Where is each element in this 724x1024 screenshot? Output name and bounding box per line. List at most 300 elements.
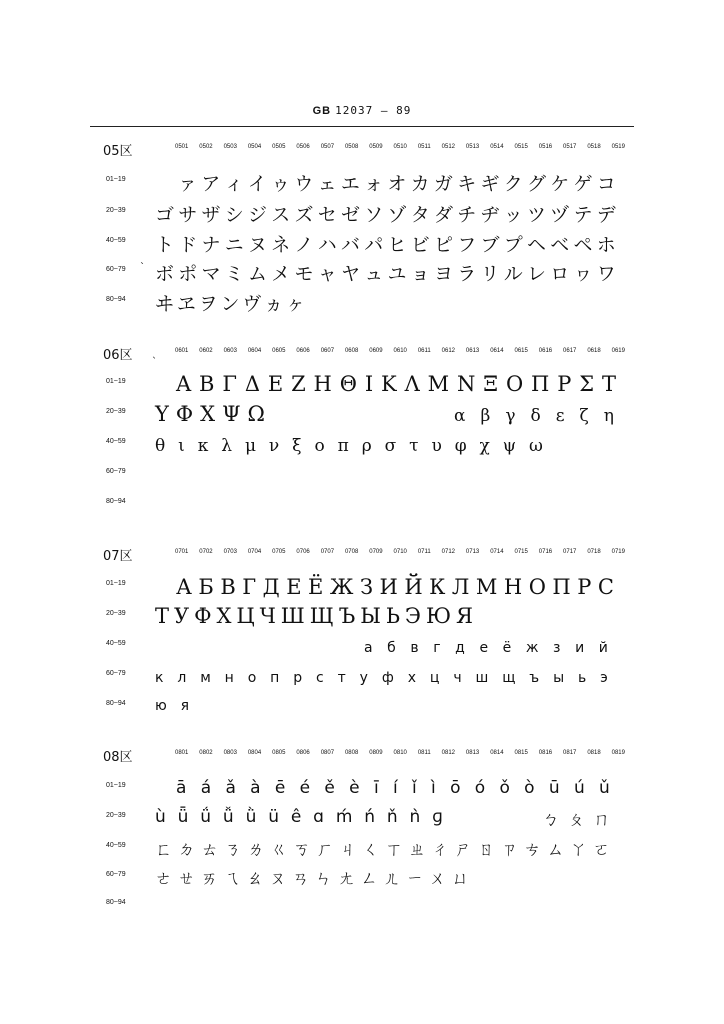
character-glyph: Λ [404, 372, 420, 396]
code-number: 0609 [369, 348, 383, 354]
character-glyph: ㄞ [200, 868, 218, 889]
code-number: 0815 [514, 750, 528, 756]
character-glyph: γ [505, 406, 516, 426]
character-glyph: ㄦ [383, 868, 401, 889]
character-glyph: ㄅ [542, 809, 559, 830]
character-glyph: サ [178, 203, 198, 226]
code-number: 0806 [296, 750, 310, 756]
char-row [155, 862, 469, 890]
character-glyph: ㄖ [477, 839, 495, 860]
code-number: 0718 [587, 549, 601, 555]
character-glyph: ズ [294, 203, 314, 226]
character-glyph: ㄕ [454, 839, 472, 860]
character-glyph: ó [474, 778, 486, 798]
code-number: 0618 [587, 348, 601, 354]
character-glyph: ù [155, 807, 166, 827]
character-glyph: プ [503, 233, 523, 256]
character-glyph: ウ [294, 172, 314, 195]
code-number: 0510 [393, 144, 407, 150]
code-number: 0612 [441, 348, 455, 354]
character-glyph: ι [178, 436, 185, 456]
character-glyph: ㄔ [431, 839, 449, 860]
code-number: 0809 [369, 750, 383, 756]
character-glyph: ㄋ [224, 839, 242, 860]
code-number: 0519 [611, 144, 625, 150]
character-glyph: ш [475, 670, 489, 686]
code-number: 0813 [465, 750, 480, 756]
row-label: 60~79 [106, 871, 126, 878]
character-glyph: δ [530, 406, 541, 426]
character-glyph: ㄉ [178, 839, 196, 860]
zone-label: 08区 [103, 750, 133, 765]
row-label: 40~59 [106, 640, 126, 647]
code-number: 0513 [465, 144, 480, 150]
character-glyph: щ [502, 670, 516, 686]
character-glyph: ス [271, 203, 291, 226]
character-glyph: Χ [200, 402, 216, 426]
character-glyph: Ч [259, 604, 276, 628]
character-glyph: カ [410, 172, 430, 195]
character-glyph: ǐ [412, 778, 417, 798]
code-number: 0717 [563, 549, 577, 555]
header-prefix: GB [312, 105, 332, 117]
character-glyph: ム [248, 262, 268, 285]
character-glyph: ヂ [480, 203, 500, 226]
code-number: 0508 [344, 144, 359, 150]
character-glyph: р [293, 670, 303, 686]
character-glyph: イ [247, 172, 267, 195]
code-number: 0517 [563, 144, 577, 150]
character-glyph: Х [216, 604, 232, 628]
character-glyph: д [455, 640, 465, 656]
zone-label: 06区 [103, 348, 133, 363]
character-glyph: メ [271, 262, 291, 285]
character-glyph: Ψ [222, 402, 241, 426]
character-glyph: チ [457, 203, 477, 226]
character-glyph: ゾ [387, 203, 407, 226]
code-number: 0711 [417, 549, 431, 555]
char-row [155, 288, 305, 316]
code-number: 0601 [175, 348, 189, 354]
character-glyph: ê [290, 807, 302, 827]
character-glyph: ケ [550, 172, 570, 195]
character-glyph: ㄛ [592, 839, 610, 860]
character-glyph: エ [340, 172, 360, 195]
character-glyph: Ю [425, 604, 451, 628]
character-glyph: б [387, 640, 396, 656]
code-number: 0705 [272, 549, 286, 555]
code-header [175, 750, 625, 756]
character-glyph: Ν [457, 372, 476, 396]
character-glyph: Π [531, 372, 550, 396]
character-glyph: ǘ [200, 807, 212, 827]
code-number: 0816 [538, 750, 553, 756]
character-glyph: ъ [529, 670, 540, 686]
character-glyph: ㄇ [593, 809, 610, 830]
character-glyph: デ [596, 203, 616, 226]
character-glyph: キ [457, 172, 477, 195]
code-header [175, 348, 625, 354]
row-label: 60~79 [106, 266, 126, 273]
character-glyph: у [359, 670, 368, 686]
character-glyph: ɡ [432, 807, 443, 827]
character-glyph: ヘ [527, 233, 547, 256]
character-glyph: ч [453, 670, 462, 686]
character-glyph: ㄎ [293, 839, 311, 860]
character-glyph: ヴ [242, 292, 262, 315]
row-label: 20~39 [106, 610, 126, 617]
character-glyph: バ [341, 233, 361, 256]
code-number: 0602 [199, 348, 213, 354]
character-glyph: à [250, 778, 261, 798]
character-glyph: Θ [339, 372, 357, 396]
code-number: 0702 [199, 549, 213, 555]
character-glyph: Р [577, 575, 592, 599]
character-glyph: ト [155, 233, 175, 256]
character-glyph: ヮ [573, 262, 593, 285]
character-glyph: ё [502, 640, 512, 656]
row-label: 40~59 [106, 438, 126, 445]
character-glyph: ж [525, 640, 539, 656]
char-row [155, 833, 610, 861]
character-glyph: а [364, 640, 373, 656]
code-number: 0506 [296, 144, 310, 150]
character-glyph: ī [373, 778, 379, 798]
character-glyph: ы [553, 670, 565, 686]
character-glyph: π [337, 436, 349, 456]
char-row [178, 168, 616, 196]
row-label: 01~19 [106, 378, 126, 385]
char-row [454, 402, 614, 430]
character-glyph: ρ [361, 436, 372, 456]
code-number: 0814 [490, 750, 504, 756]
row-label: 40~59 [106, 237, 126, 244]
character-glyph: ǒ [499, 778, 510, 798]
character-glyph: θ [155, 436, 166, 456]
character-glyph: К [429, 575, 446, 599]
character-glyph: ポ [178, 262, 198, 285]
code-number: 0801 [175, 750, 189, 756]
character-glyph: Б [198, 575, 214, 599]
row-label: 80~94 [106, 498, 126, 505]
character-glyph: Μ [427, 372, 450, 396]
character-glyph: е [479, 640, 489, 656]
character-glyph: η [603, 406, 614, 426]
character-glyph: é [299, 778, 311, 798]
code-number: 0710 [393, 549, 407, 555]
character-glyph: ヅ [550, 203, 570, 226]
character-glyph: Φ [175, 402, 194, 426]
character-glyph: λ [221, 436, 233, 456]
character-glyph: ヌ [248, 233, 268, 256]
character-glyph: ㄙ [546, 839, 564, 860]
character-glyph: ュ [364, 262, 384, 285]
row-label: 20~39 [106, 408, 126, 415]
character-glyph: レ [527, 262, 547, 285]
character-glyph: ガ [433, 172, 453, 195]
character-glyph: з [553, 640, 561, 656]
character-glyph: ň [386, 807, 398, 827]
code-number: 0504 [247, 144, 262, 150]
code-number: 0614 [490, 348, 504, 354]
character-glyph: Σ [579, 372, 595, 396]
character-glyph: ǚ [222, 807, 234, 827]
character-glyph: マ [201, 262, 221, 285]
character-glyph: ィ [224, 172, 244, 195]
character-glyph: タ [410, 203, 430, 226]
character-glyph: ゲ [573, 172, 593, 195]
character-glyph: ヨ [434, 262, 454, 285]
character-glyph: ㄟ [223, 868, 241, 889]
character-glyph: ㄨ [429, 868, 447, 889]
character-glyph: ロ [550, 262, 570, 285]
char-row [155, 664, 608, 692]
code-number: 0616 [538, 348, 553, 354]
character-glyph: н [224, 670, 234, 686]
standard-number: 12037 — 89 [335, 104, 412, 117]
character-glyph: υ [431, 436, 442, 456]
character-glyph: ν [268, 436, 280, 456]
character-glyph: Э [404, 604, 421, 628]
character-glyph: ヶ [285, 292, 305, 315]
character-glyph: μ [244, 436, 257, 456]
character-glyph: ǔ [599, 778, 610, 798]
character-glyph: ю [155, 698, 167, 714]
code-number: 0514 [490, 144, 504, 150]
character-glyph: ヰ [155, 292, 175, 315]
code-number: 0511 [417, 144, 431, 150]
character-glyph: Ъ [338, 604, 356, 628]
character-glyph: ォ [364, 172, 384, 195]
character-glyph: Ы [360, 604, 381, 628]
code-number: 0818 [587, 750, 601, 756]
code-number: 0810 [393, 750, 407, 756]
character-glyph: ツ [527, 203, 547, 226]
character-glyph: Δ [244, 372, 260, 396]
zone-label: 05区 [103, 144, 133, 159]
code-number: 0704 [247, 549, 262, 555]
code-number: 0507 [320, 144, 335, 150]
code-number: 0607 [320, 348, 335, 354]
character-glyph: ゴ [155, 203, 175, 226]
character-glyph: ソ [364, 203, 384, 226]
character-glyph: ジ [248, 203, 268, 226]
code-number: 0805 [272, 750, 286, 756]
character-glyph: ì [431, 778, 436, 798]
code-number: 0605 [272, 348, 286, 354]
character-glyph: ǜ [245, 807, 257, 827]
character-glyph: Ж [329, 575, 354, 599]
code-number: 0619 [611, 348, 625, 354]
character-glyph: ㄘ [523, 839, 541, 860]
character-glyph: オ [387, 172, 407, 195]
code-number: 0613 [465, 348, 480, 354]
character-glyph: ψ [502, 436, 517, 456]
character-glyph: ヲ [198, 292, 218, 315]
character-glyph: ω [528, 436, 543, 456]
character-glyph: ボ [155, 262, 175, 285]
character-glyph: х [407, 670, 416, 686]
character-glyph: ナ [201, 233, 221, 256]
character-glyph: ē [274, 778, 286, 798]
code-number: 0606 [296, 348, 310, 354]
code-number: 0713 [465, 549, 480, 555]
character-glyph: ㄢ [292, 868, 310, 889]
character-glyph: τ [409, 436, 419, 456]
character-glyph: Α [176, 372, 192, 396]
character-glyph: κ [197, 436, 209, 456]
code-number: 0615 [514, 348, 528, 354]
character-glyph: ヵ [264, 292, 284, 315]
code-number: 0611 [417, 348, 431, 354]
character-glyph: Ш [280, 604, 305, 628]
character-glyph: モ [294, 262, 314, 285]
character-glyph: φ [454, 436, 467, 456]
char-row [155, 199, 616, 227]
character-glyph: ū [548, 778, 560, 798]
character-glyph: ブ [480, 233, 500, 256]
code-number: 0516 [538, 144, 553, 150]
character-glyph: テ [573, 203, 593, 226]
character-glyph: ㄆ [567, 809, 585, 830]
character-glyph: Κ [381, 372, 397, 396]
character-glyph: Н [503, 575, 523, 599]
character-glyph: ェ [317, 172, 337, 195]
character-glyph: ㄚ [569, 839, 587, 860]
character-glyph: ǖ [177, 807, 189, 827]
character-glyph: Я [455, 604, 473, 628]
char-row [542, 803, 610, 831]
character-glyph: Ζ [291, 372, 306, 396]
character-glyph: И [379, 575, 398, 599]
character-glyph: シ [224, 203, 244, 226]
character-glyph: ㄐ [339, 839, 357, 860]
character-glyph: ネ [271, 233, 291, 256]
character-glyph: Ο [505, 372, 524, 396]
code-number: 0603 [223, 348, 237, 354]
character-glyph: ㄓ [408, 839, 426, 860]
character-glyph: ㄧ [406, 868, 424, 889]
code-number: 0819 [611, 750, 625, 756]
character-glyph: ü [268, 807, 279, 827]
character-glyph: ㄝ [177, 868, 195, 889]
zone-label: 07区 [103, 549, 133, 564]
character-glyph: о [247, 670, 257, 686]
character-glyph: в [410, 640, 419, 656]
character-glyph: ゥ [271, 172, 291, 195]
character-glyph: Ω [247, 402, 265, 426]
code-number: 0807 [320, 750, 335, 756]
character-glyph: ベ [550, 233, 570, 256]
character-glyph: Η [313, 372, 332, 396]
character-glyph: Ь [385, 604, 400, 628]
character-glyph: Γ [222, 372, 237, 396]
code-number: 0804 [247, 750, 262, 756]
character-glyph: ャ [317, 262, 337, 285]
code-number: 0502 [199, 144, 213, 150]
character-glyph: Ц [236, 604, 255, 628]
character-glyph: ε [555, 406, 565, 426]
character-glyph: ㄈ [155, 839, 172, 860]
code-number: 0503 [223, 144, 237, 150]
character-glyph: ㄤ [337, 868, 355, 889]
character-glyph: к [155, 670, 164, 686]
code-number: 0617 [563, 348, 577, 354]
character-glyph: ㄊ [201, 839, 219, 860]
character-glyph: Ε [267, 372, 284, 396]
character-glyph: σ [384, 436, 397, 456]
code-number: 0709 [369, 549, 383, 555]
character-glyph: グ [526, 172, 546, 195]
character-glyph: ペ [573, 233, 593, 256]
character-glyph: О [528, 575, 546, 599]
character-glyph: ッ [503, 203, 523, 226]
stray-mark: ˎ [152, 348, 157, 359]
character-glyph: χ [479, 436, 490, 456]
character-glyph: ο [314, 436, 325, 456]
character-glyph: ь [578, 670, 587, 686]
character-glyph: ń [364, 807, 376, 827]
character-glyph: Β [199, 372, 215, 396]
character-glyph: フ [457, 233, 477, 256]
character-glyph: á [200, 778, 212, 798]
character-glyph: β [480, 406, 491, 426]
character-glyph: э [600, 670, 608, 686]
char-row [155, 258, 616, 286]
character-glyph: с [316, 670, 324, 686]
stray-mark: ` [140, 262, 145, 273]
row-label: 40~59 [106, 842, 126, 849]
character-glyph: ア [201, 172, 221, 195]
character-glyph: п [270, 670, 280, 686]
character-glyph: ζ [579, 406, 589, 426]
char-row [155, 432, 543, 460]
code-number: 0817 [563, 750, 577, 756]
code-number: 0812 [441, 750, 455, 756]
code-number: 0716 [538, 549, 553, 555]
character-glyph: л [177, 670, 187, 686]
character-glyph: ㄜ [155, 868, 172, 889]
char-row [155, 229, 616, 257]
code-number: 0708 [344, 549, 359, 555]
char-row [155, 803, 443, 831]
code-number: 0505 [272, 144, 286, 150]
character-glyph: パ [364, 233, 384, 256]
character-glyph: ラ [457, 262, 477, 285]
character-glyph: З [359, 575, 374, 599]
code-number: 0803 [223, 750, 237, 756]
code-number: 0515 [514, 144, 528, 150]
character-glyph: и [575, 640, 585, 656]
character-glyph: ㄠ [246, 868, 264, 889]
character-glyph: Ф [194, 604, 212, 628]
character-glyph: Щ [309, 604, 334, 628]
character-glyph: ダ [434, 203, 454, 226]
code-header [175, 549, 625, 555]
character-glyph: А [176, 575, 192, 599]
code-number: 0715 [514, 549, 528, 555]
character-glyph: Л [451, 575, 470, 599]
character-glyph: ヤ [341, 262, 361, 285]
code-number: 0509 [369, 144, 383, 150]
row-label: 60~79 [106, 670, 126, 677]
character-glyph: ㄩ [451, 868, 469, 889]
character-glyph: ц [429, 670, 440, 686]
character-glyph: ァ [178, 172, 198, 195]
character-glyph: α [454, 406, 466, 426]
character-glyph: ヱ [176, 292, 196, 315]
row-label: 80~94 [106, 700, 126, 707]
